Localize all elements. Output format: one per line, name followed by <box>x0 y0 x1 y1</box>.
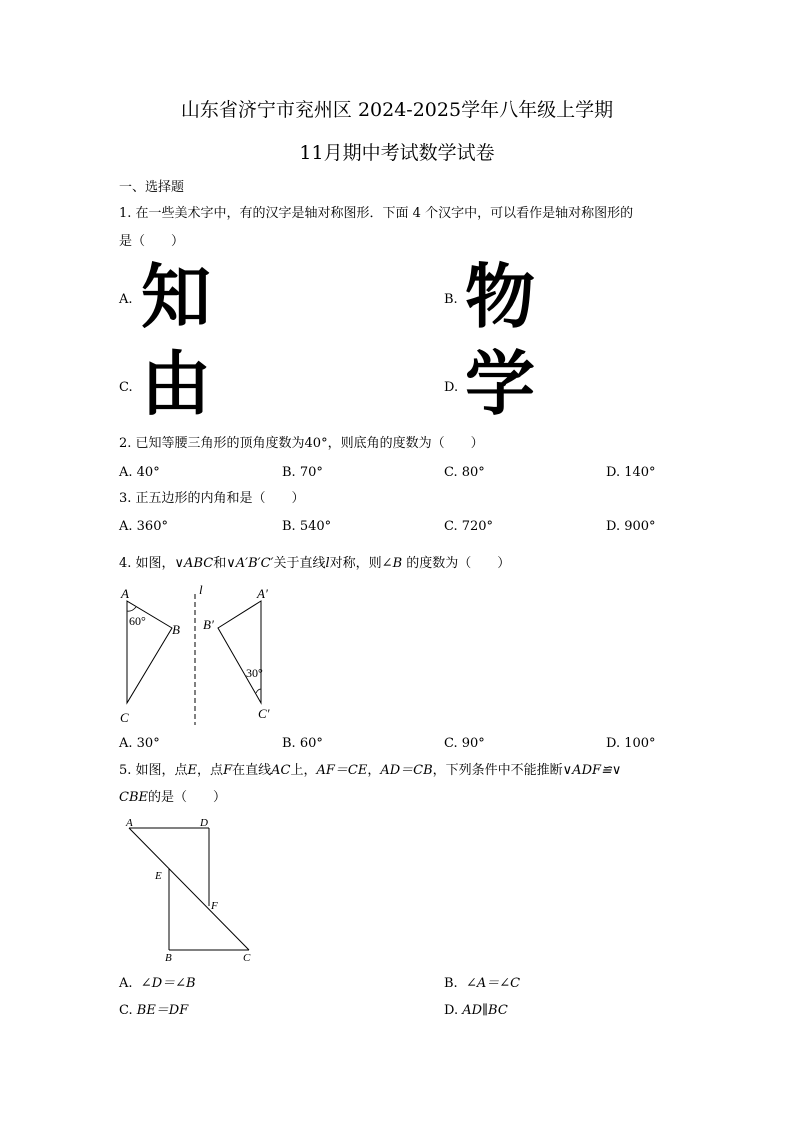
label-d: D <box>200 817 208 829</box>
label-c: C <box>120 710 129 725</box>
label-b-prime: B′ <box>203 617 214 632</box>
q4-stem-text: 对称，则∠ <box>329 556 393 571</box>
q4-option-d: D. 100° <box>606 736 656 751</box>
triangle-abc-prime <box>218 601 261 703</box>
document-title-line1: 山东省济宁市兖州区 2024-2025学年八年级上学期 <box>180 99 614 121</box>
q5-point-f: F <box>223 763 233 778</box>
q5-option-b-label: B. <box>444 976 458 991</box>
section-heading: 一、选择题 <box>119 180 185 195</box>
q1-option-d-char: 学 <box>465 343 535 425</box>
q5-stem-text: ， <box>367 763 381 778</box>
q1-option-a-label: A. <box>119 292 133 307</box>
document-title-line2: 11月期中考试数学试卷 <box>299 142 495 164</box>
q5-option-c <box>119 1003 188 1019</box>
angle-arc-c-prime <box>256 689 261 693</box>
q1-option-a-char: 知 <box>141 256 211 338</box>
label-b: B <box>172 622 180 637</box>
q2-option-b: B. 70° <box>282 465 323 480</box>
q5-option-d-text: AD∥BC <box>462 1003 508 1018</box>
q5-option-d <box>444 1003 508 1019</box>
q2-option-a: A. 40° <box>119 465 160 480</box>
q1-stem-line2: 是（ ） <box>119 234 185 249</box>
q5-stem-line1 <box>119 763 621 779</box>
q3-option-c: C. 720° <box>444 519 494 534</box>
segment-ac <box>129 828 249 950</box>
q4-stem <box>119 556 510 572</box>
q2-stem: 2. 已知等腰三角形的顶角度数为40°，则底角的度数为（ ） <box>119 436 484 451</box>
q3-stem: 3. 正五边形的内角和是（ ） <box>119 491 305 506</box>
q5-option-b <box>444 976 520 992</box>
label-c-prime: C′ <box>258 706 270 721</box>
q4-stem-text: 4. 如图， <box>119 556 175 571</box>
q4-option-b: B. 60° <box>282 736 323 751</box>
q5-stem-text: ，下列条件中不能推断 <box>432 763 563 778</box>
label-b: B <box>165 952 172 964</box>
q3-option-d: D. 900° <box>606 519 656 534</box>
q5-option-b-text: ∠A＝∠C <box>465 976 521 991</box>
q3-option-b: B. 540° <box>282 519 332 534</box>
label-angle-30: 30° <box>246 666 263 680</box>
q4-stem-text: 的度数为（ ） <box>402 556 511 571</box>
q4-figure <box>115 580 315 730</box>
label-l: l <box>199 582 203 597</box>
label-a: A <box>121 586 129 601</box>
q5-figure <box>120 815 270 965</box>
q5-option-c-text: BE＝DF <box>136 1003 189 1018</box>
label-c: C <box>243 952 251 964</box>
label-a: A <box>126 817 133 829</box>
label-e: E <box>155 870 162 882</box>
q4-option-c: C. 90° <box>444 736 485 751</box>
q1-option-c-label: C. <box>119 380 133 395</box>
label-a-prime: A′ <box>257 586 268 601</box>
q4-triangle-abc-prime: ∨A′B′C′ <box>226 556 274 571</box>
q3-option-a: A. 360° <box>119 519 168 534</box>
q5-option-a-label: A. <box>119 976 133 991</box>
q4-triangle-abc: ∨ABC <box>174 556 214 571</box>
q4-option-a: A. 30° <box>119 736 160 751</box>
q5-triangle-cbe: CBE <box>119 790 148 805</box>
q5-option-c-label: C. <box>119 1003 133 1018</box>
q5-condition-af-ce: AF＝CE <box>316 763 368 778</box>
q5-option-a <box>119 976 196 992</box>
q5-stem-text: 在直线 <box>232 763 272 778</box>
q1-option-c-char: 由 <box>141 343 211 425</box>
q5-option-a-text: ∠D＝∠B <box>140 976 196 991</box>
q5-stem-line2 <box>119 790 226 806</box>
label-angle-60: 60° <box>129 614 146 628</box>
q5-stem-text: 的是（ ） <box>148 790 227 805</box>
q5-condition-ad-cb: AD＝CB <box>380 763 433 778</box>
q2-option-d: D. 140° <box>606 465 656 480</box>
q4-stem-text: 关于直线 <box>273 556 326 571</box>
q5-line-ac: AC <box>271 763 291 778</box>
label-f: F <box>211 900 218 912</box>
q1-stem-line1: 1. 在一些美术字中，有的汉字是轴对称图形．下面 4 个汉字中，可以看作是轴对称图形的 <box>119 206 634 221</box>
q1-option-d-label: D. <box>444 380 459 395</box>
angle-arc-a <box>127 607 136 611</box>
q5-point-e: E <box>187 763 198 778</box>
q2-option-c: C. 80° <box>444 465 485 480</box>
q4-stem-text: 和 <box>213 556 227 571</box>
q5-stem-text: 上， <box>290 763 317 778</box>
q1-option-b-label: B. <box>444 292 458 307</box>
q1-option-b-char: 物 <box>465 256 535 338</box>
q4-angle-b: B <box>392 556 403 571</box>
q5-option-d-label: D. <box>444 1003 459 1018</box>
q5-stem-text: 5. 如图，点 <box>119 763 188 778</box>
q5-stem-text: ，点 <box>197 763 224 778</box>
q4-line-l: l <box>325 556 330 571</box>
q5-congruence: ∨ADF≌∨ <box>562 763 622 778</box>
